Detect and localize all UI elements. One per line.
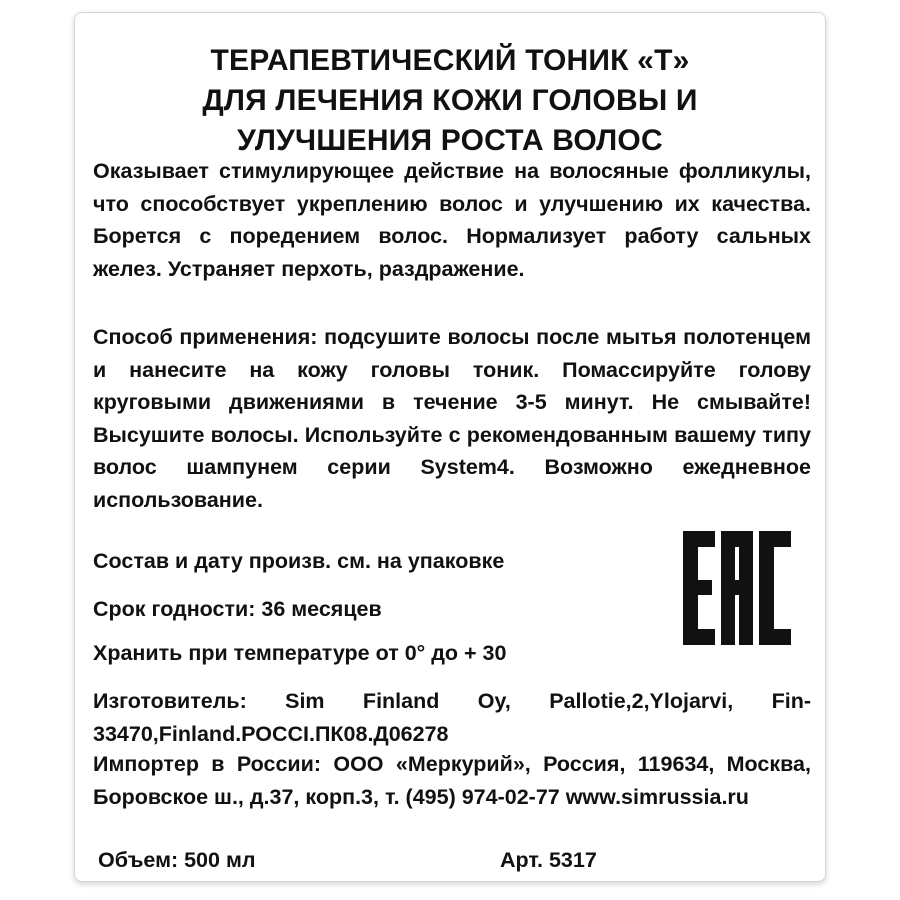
storage-conditions: Хранить при температуре от 0° до + 30 [93,641,507,665]
title-line-3: УЛУЧШЕНИЯ РОСТА ВОЛОС [237,124,663,157]
eac-mark-icon [679,527,795,649]
importer-info: Импортер в России: ООО «Меркурий», Россия, 119634, Москва, Боровское ш., д.37, корп.3, т. (495) 974-02-77 www.simrussia.ru [93,752,811,809]
volume: Объем: 500 мл [98,848,256,872]
product-label [74,12,826,882]
composition-note: Состав и дату произв. см. на упаковке [93,549,505,573]
manufacturer-info: Изготовитель: Sim Finland Oy, Pallotie,2,Ylojarvi, Fin-33470,Finland.РОССІ.ПК08.Д06278 [93,689,811,746]
product-title [75,41,825,161]
title-line-1: ТЕРАПЕВТИЧЕСКИЙ ТОНИК «Т» [210,44,690,77]
title-line-2: ДЛЯ ЛЕЧЕНИЯ КОЖИ ГОЛОВЫ И [202,84,698,117]
usage-paragraph: Способ применения: подсушите волосы после мытья полотенцем и нанесите на кожу головы тоник. Помассируйте голову круговыми движениями в течение 3-5 минут. Не смывайте! Высушите волосы. Используйте с рекомендованным вашему типу волос шампунем серии System4. Возможно ежедневное использование. [93,325,811,512]
shelf-life: Срок годности: 36 месяцев [93,597,382,621]
description-paragraph: Оказывает стимулирующее действие на волосяные фолликулы, что способствует укреплению волос и улучшению их качества. Борется с поредением волос. Нормализует работу сальных желез. Устраняет перхоть, раздражение. [93,159,811,281]
article-number: Арт. 5317 [500,848,597,872]
